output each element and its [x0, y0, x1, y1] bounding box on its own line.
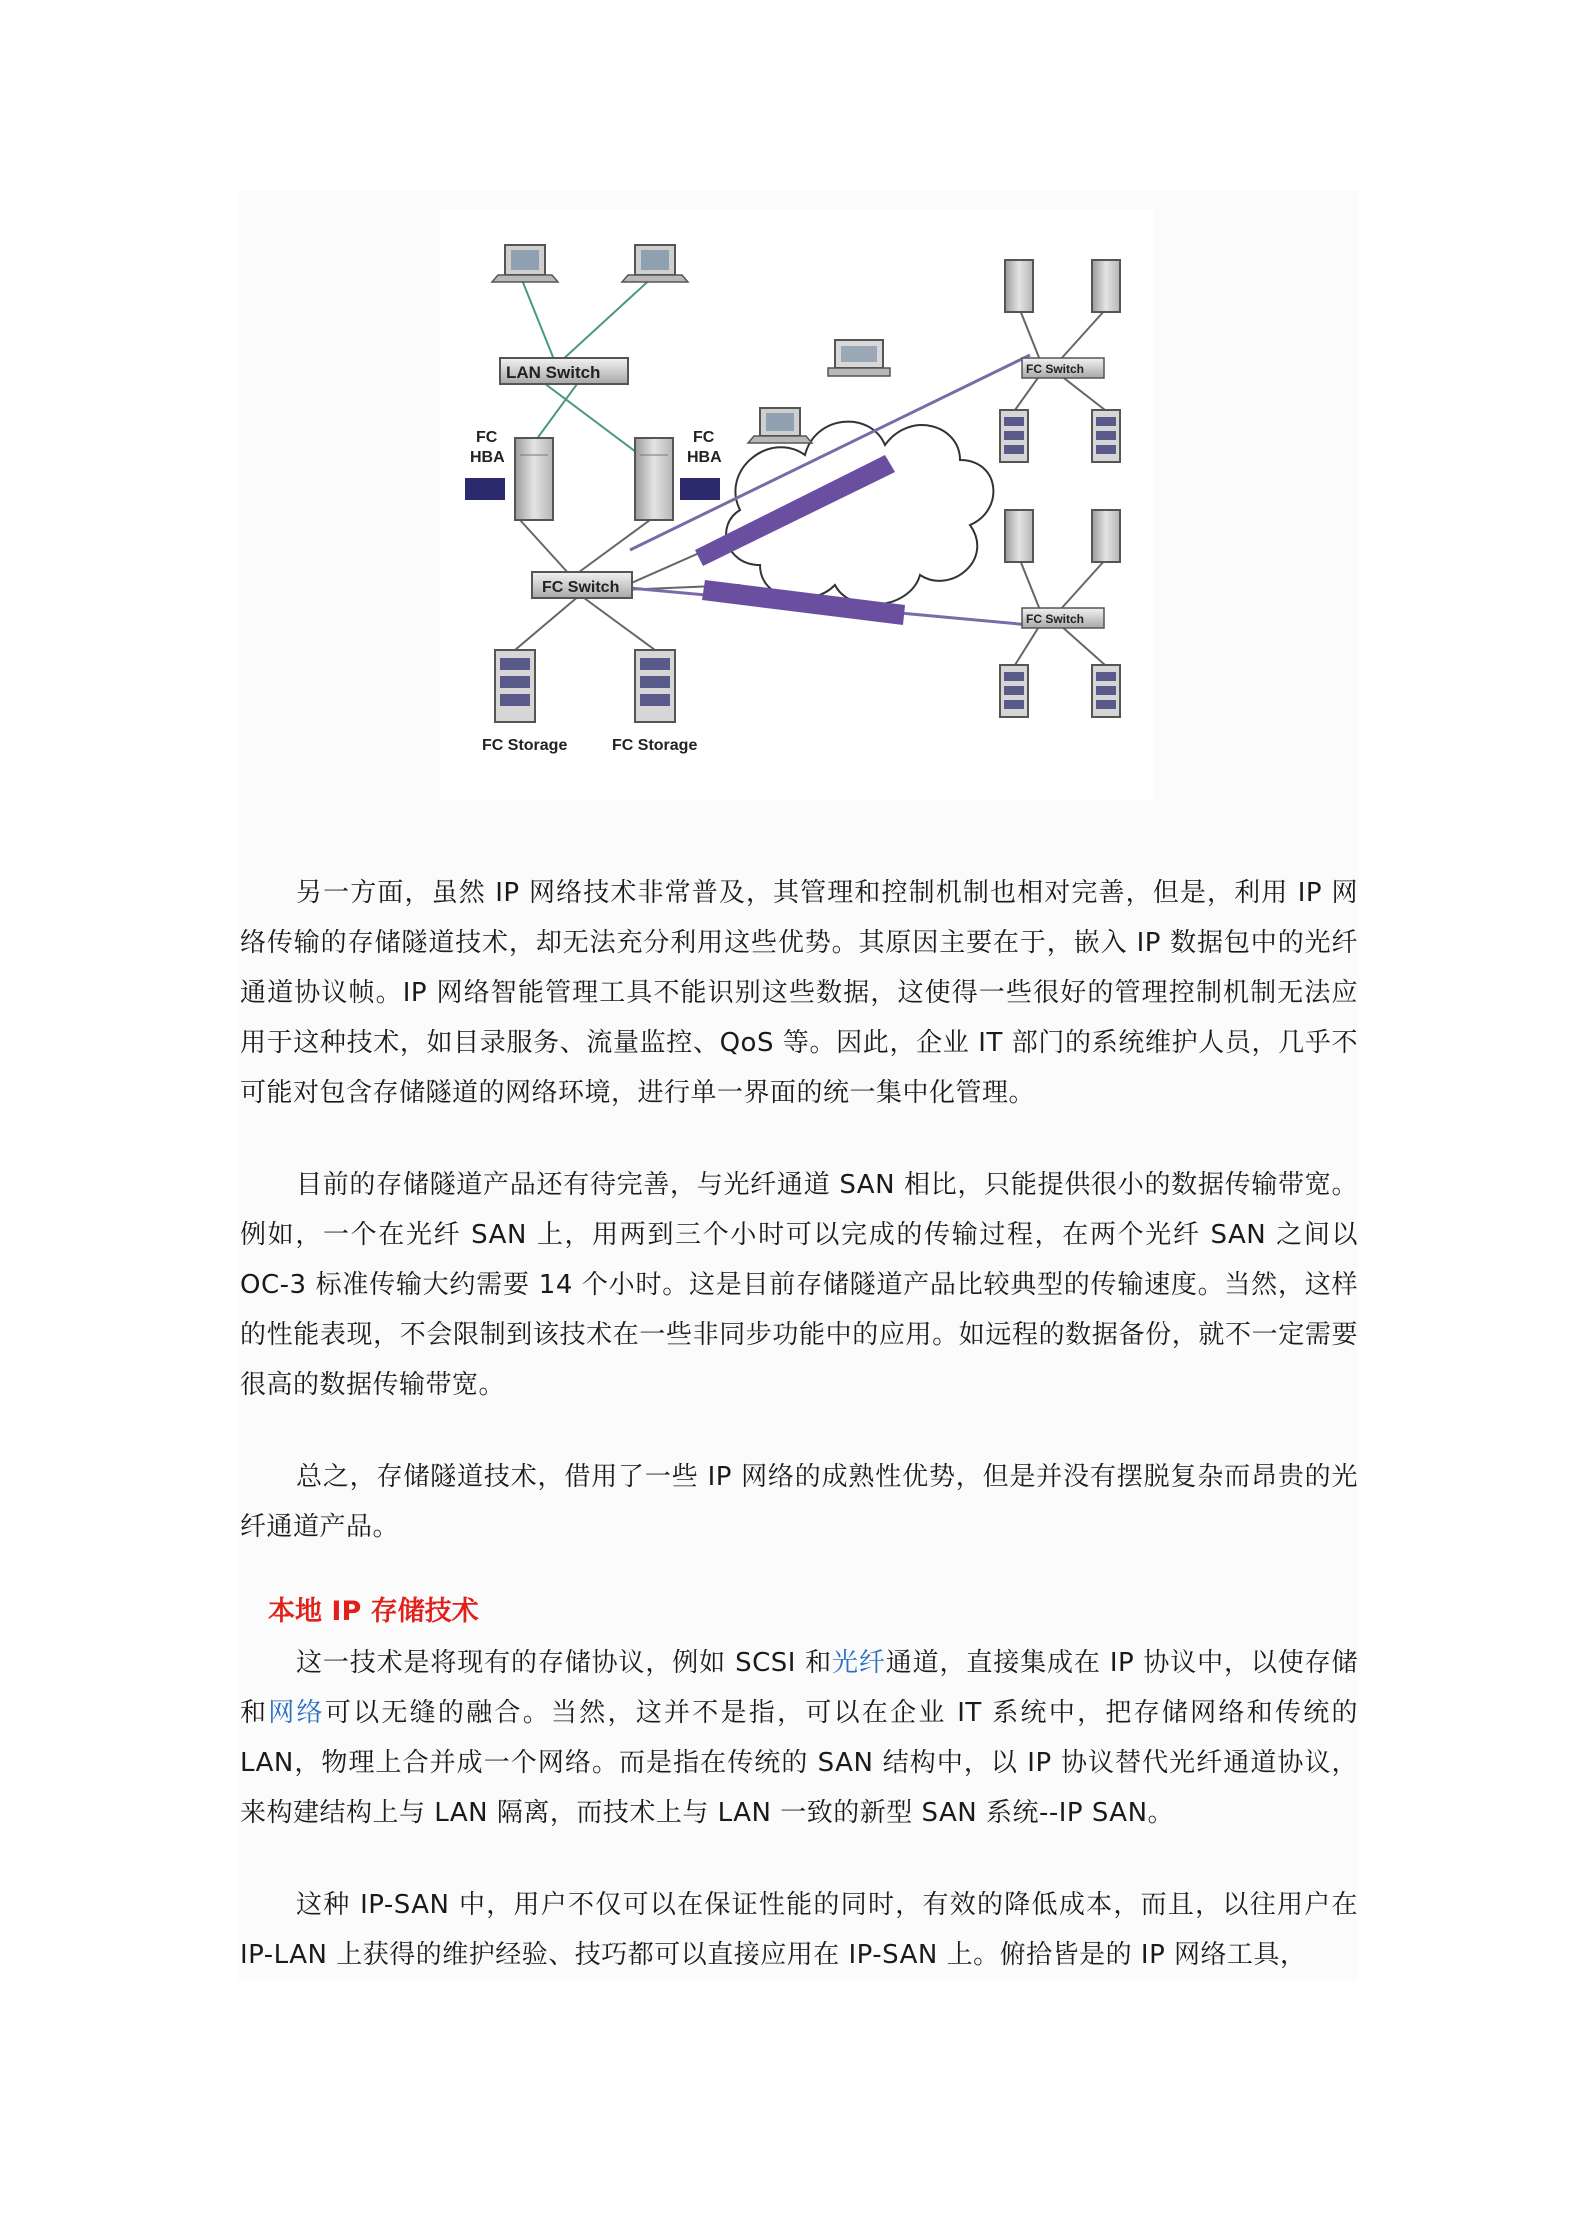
paragraph-tunnel-summary: 总之，存储隧道技术，借用了一些 IP 网络的成熟性优势，但是并没有摆脱复杂而昂贵的光纤通道产品。 — [240, 1462, 1358, 1542]
paragraph-native-ip-storage — [240, 1638, 1358, 1838]
fc-switch-label: FC Switch — [542, 579, 620, 596]
fc-storage-icon — [1092, 665, 1120, 717]
remote-fc-switch-label: FC Switch — [1026, 362, 1085, 376]
ip-network-cloud — [726, 422, 993, 605]
server-icon — [1005, 510, 1033, 562]
text-run: 通道，直接集成在 IP 协议中，以使存储和 — [240, 1648, 1358, 1728]
hba-card-icon — [680, 478, 720, 500]
server-icon — [1092, 260, 1120, 312]
server-icon — [515, 438, 553, 520]
remote-site-bottom — [1000, 510, 1120, 717]
server-icon — [1005, 260, 1033, 312]
fiber-link[interactable]: 光纤 — [831, 1648, 886, 1678]
fc-hba-label: HBA — [470, 449, 505, 466]
fc-hba-label: FC — [693, 429, 715, 446]
fc-storage-icon — [635, 650, 675, 722]
laptop-icon — [492, 245, 558, 282]
text-run: 可以无缝的融合。当然，这并不是指，可以在企业 IT 系统中，把存储网络和传统的 LAN，物理上合并成一个网络。而是指在传统的 SAN 结构中，以 IP 协议替代光纤通道协议，来构建结构上与 LAN 隔离，而技术上与 LAN 一致的新型 SAN 系统--IP SAN。 — [240, 1698, 1358, 1828]
fc-hba-label: HBA — [687, 449, 722, 466]
fc-switch — [532, 572, 632, 598]
management-console-icon — [828, 340, 890, 376]
lan-switch-label: LAN Switch — [506, 363, 601, 382]
text-run: 这一技术是将现有的存储协议，例如 SCSI 和 — [296, 1648, 832, 1678]
fc-storage-label: FC Storage — [612, 737, 698, 754]
laptop-icon — [748, 408, 812, 443]
server-icon — [635, 438, 673, 520]
paragraph-tunnel-bandwidth: 目前的存储隧道产品还有待完善，与光纤通道 SAN 相比，只能提供很小的数据传输带宽。例如，一个在光纤 SAN 上，用两到三个小时可以完成的传输过程，在两个光纤 SAN 之间以 OC-3 标准传输大约需要 14 个小时。这是目前存储隧道产品比较典型的传输速度。当然，这样的性能表现，不会限制到该技术在一些非同步功能中的应用。如远程的数据备份，就不一定需要很高的数据传输带宽。 — [240, 1170, 1358, 1400]
fc-storage-label: FC Storage — [482, 737, 568, 754]
paragraph-ip-san: 这种 IP-SAN 中，用户不仅可以在保证性能的同时，有效的降低成本，而且，以往用户在 IP-LAN 上获得的维护经验、技巧都可以直接应用在 IP-SAN 上。俯拾皆是的 IP 网络工具， — [240, 1890, 1358, 1970]
fc-storage-icon — [1000, 665, 1028, 717]
fc-storage-icon — [1092, 410, 1120, 462]
section-heading: 本地 IP 存储技术 — [268, 1596, 479, 1627]
network-link[interactable]: 网络 — [268, 1698, 325, 1728]
laptop-icon — [622, 245, 688, 282]
hba-card-icon — [465, 478, 505, 500]
san-tunnel-diagram — [440, 210, 1154, 800]
lan-switch — [500, 358, 628, 384]
paragraph-tunnel-management: 另一方面，虽然 IP 网络技术非常普及，其管理和控制机制也相对完善，但是，利用 IP 网络传输的存储隧道技术，却无法充分利用这些优势。其原因主要在于，嵌入 IP 数据包中的光纤通道协议帧。IP 网络智能管理工具不能识别这些数据，这使得一些很好的管理控制机制无法应用于这种技术，如目录服务、流量监控、QoS 等。因此，企业 IT 部门的系统维护人员，几乎不可能对包含存储隧道的网络环境，进行单一界面的统一集中化管理。 — [240, 878, 1358, 1108]
server-icon — [1092, 510, 1120, 562]
fc-hba-label: FC — [476, 429, 498, 446]
fc-storage-icon — [495, 650, 535, 722]
remote-fc-switch-label: FC Switch — [1026, 612, 1085, 626]
fc-storage-icon — [1000, 410, 1028, 462]
